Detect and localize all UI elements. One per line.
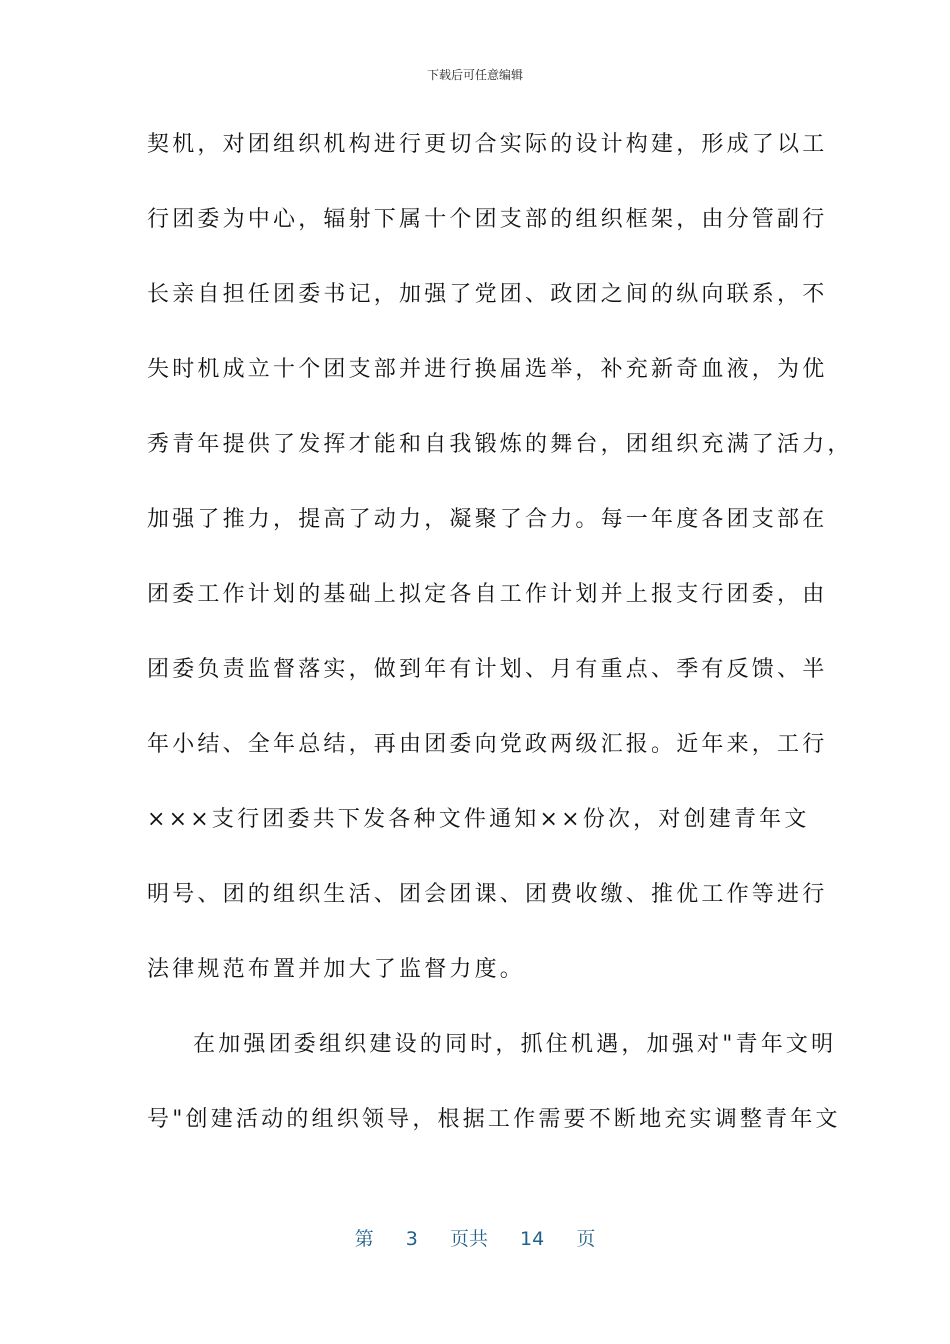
body-line: 秀青年提供了发挥才能和自我锻炼的舞台，团组织充满了活力， — [147, 432, 853, 457]
footer-current-page: 3 — [405, 1228, 418, 1250]
body-line: 加强了推力，提高了动力，凝聚了合力。每一年度各团支部在 — [147, 507, 828, 532]
footer-suffix: 页 — [576, 1228, 596, 1250]
body-line: 契机，对团组织机构进行更切合实际的设计构建，形成了以工 — [147, 132, 828, 157]
body-line: 团委负责监督落实，做到年有计划、月有重点、季有反馈、半 — [147, 657, 828, 682]
page-header: 下载后可任意编辑 — [426, 68, 523, 82]
footer-middle: 页共 — [449, 1228, 488, 1250]
document-body — [147, 126, 853, 1176]
footer-total-pages: 14 — [520, 1228, 545, 1250]
page-footer — [0, 1224, 950, 1251]
body-line: 年小结、全年总结，再由团委向党政两级汇报。近年来，工行 — [147, 732, 828, 757]
body-line: 法律规范布置并加大了监督力度。 — [147, 957, 526, 982]
body-line: 明号、团的组织生活、团会团课、团费收缴、推优工作等进行 — [147, 882, 828, 907]
footer-prefix: 第 — [354, 1228, 374, 1250]
body-line: 长亲自担任团委书记，加强了党团、政团之间的纵向联系，不 — [147, 282, 828, 307]
body-line: 行团委为中心，辐射下属十个团支部的组织框架，由分管副行 — [147, 207, 828, 232]
paragraph-start-line: 在加强团委组织建设的同时，抓住机遇，加强对"青年文明 — [193, 1032, 837, 1057]
body-line: 号"创建活动的组织领导，根据工作需要不断地充实调整青年文 — [147, 1107, 841, 1132]
body-line: 团委工作计划的基础上拟定各自工作计划并上报支行团委，由 — [147, 582, 828, 607]
body-line: ×××支行团委共下发各种文件通知××份次，对创建青年文 — [147, 807, 810, 832]
body-line: 失时机成立十个团支部并进行换届选举，补充新奇血液，为优 — [147, 357, 828, 382]
